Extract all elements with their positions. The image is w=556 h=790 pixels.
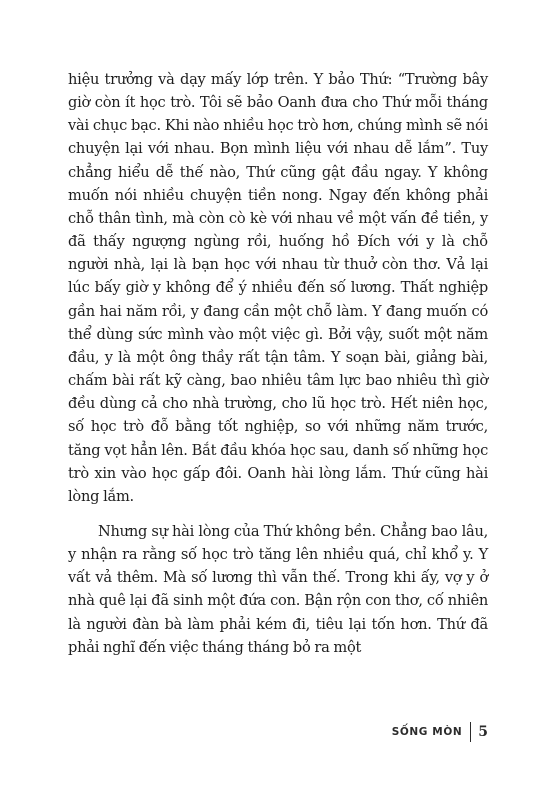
paragraph-1: hiệu trưởng và dạy mấy lớp trên. Y bảo Thứ: “Trường bây giờ còn ít học trò. Tôi sẽ bảo Oanh đưa cho Thứ mỗi tháng vài chục bạc. Khi nào nhiều học trò hơn, chúng mình sẽ nói chuyện lại với nhau. Bọn mình liệu với nhau dễ lắm”. Tuy chẳng hiểu dễ thế nào, Thứ cũng gật đầu ngay. Y không muốn nói nhiều chuyện tiền nong. Ngay đến không phải chỗ thân tình, mà còn cò kè với nhau về một vấn đề tiền, y đã thấy ngượng ngùng rồi, huống hồ Đích với y là chỗ người nhà, lại là bạn học với nhau từ thuở còn thơ. Vả lại lúc bấy giờ y không để ý nhiều đến số lương. Thất nghiệp gần hai năm rồi, y đang cần một chỗ làm. Y đang muốn có thể dùng sức mình vào một việc gì. Bởi vậy, suốt một năm đầu, y là một ông thầy rất tận tâm. Y soạn bài, giảng bài, chấm bài rất kỹ càng, bao nhiêu tâm lực bao nhiêu thì giờ đều dùng cả cho nhà trường, cho lũ học trò. Hết niên học, số học trò đỗ bằng tốt nghiệp, so với những năm trước, tăng vọt hẳn lên. Bắt đầu khóa học sau, danh số những học trò xin vào học gấp đôi. Oanh hài lòng lắm. Thứ cũng hài lòng lắm. <box>68 71 488 505</box>
page-footer <box>392 721 488 743</box>
footer-divider <box>470 722 471 742</box>
body-text <box>68 68 488 659</box>
running-title: SỐNG MÒN <box>391 726 463 738</box>
paragraph-2: Nhưng sự hài lòng của Thứ không bền. Chẳng bao lâu, y nhận ra rằng số học trò tăng lên nhiều quá, chỉ khổ y. Y vất vả thêm. Mà số lương thì vẫn thế. Trong khi ấy, vợ y ở nhà quê lại đã sinh một đứa con. Bận rộn con thơ, cố nhiên là người đàn bà làm phải kém đi, tiêu lại tốn hơn. Thứ đã phải nghĩ đến việc tháng tháng bỏ ra một <box>68 522 488 656</box>
page-number: 5 <box>478 724 488 740</box>
